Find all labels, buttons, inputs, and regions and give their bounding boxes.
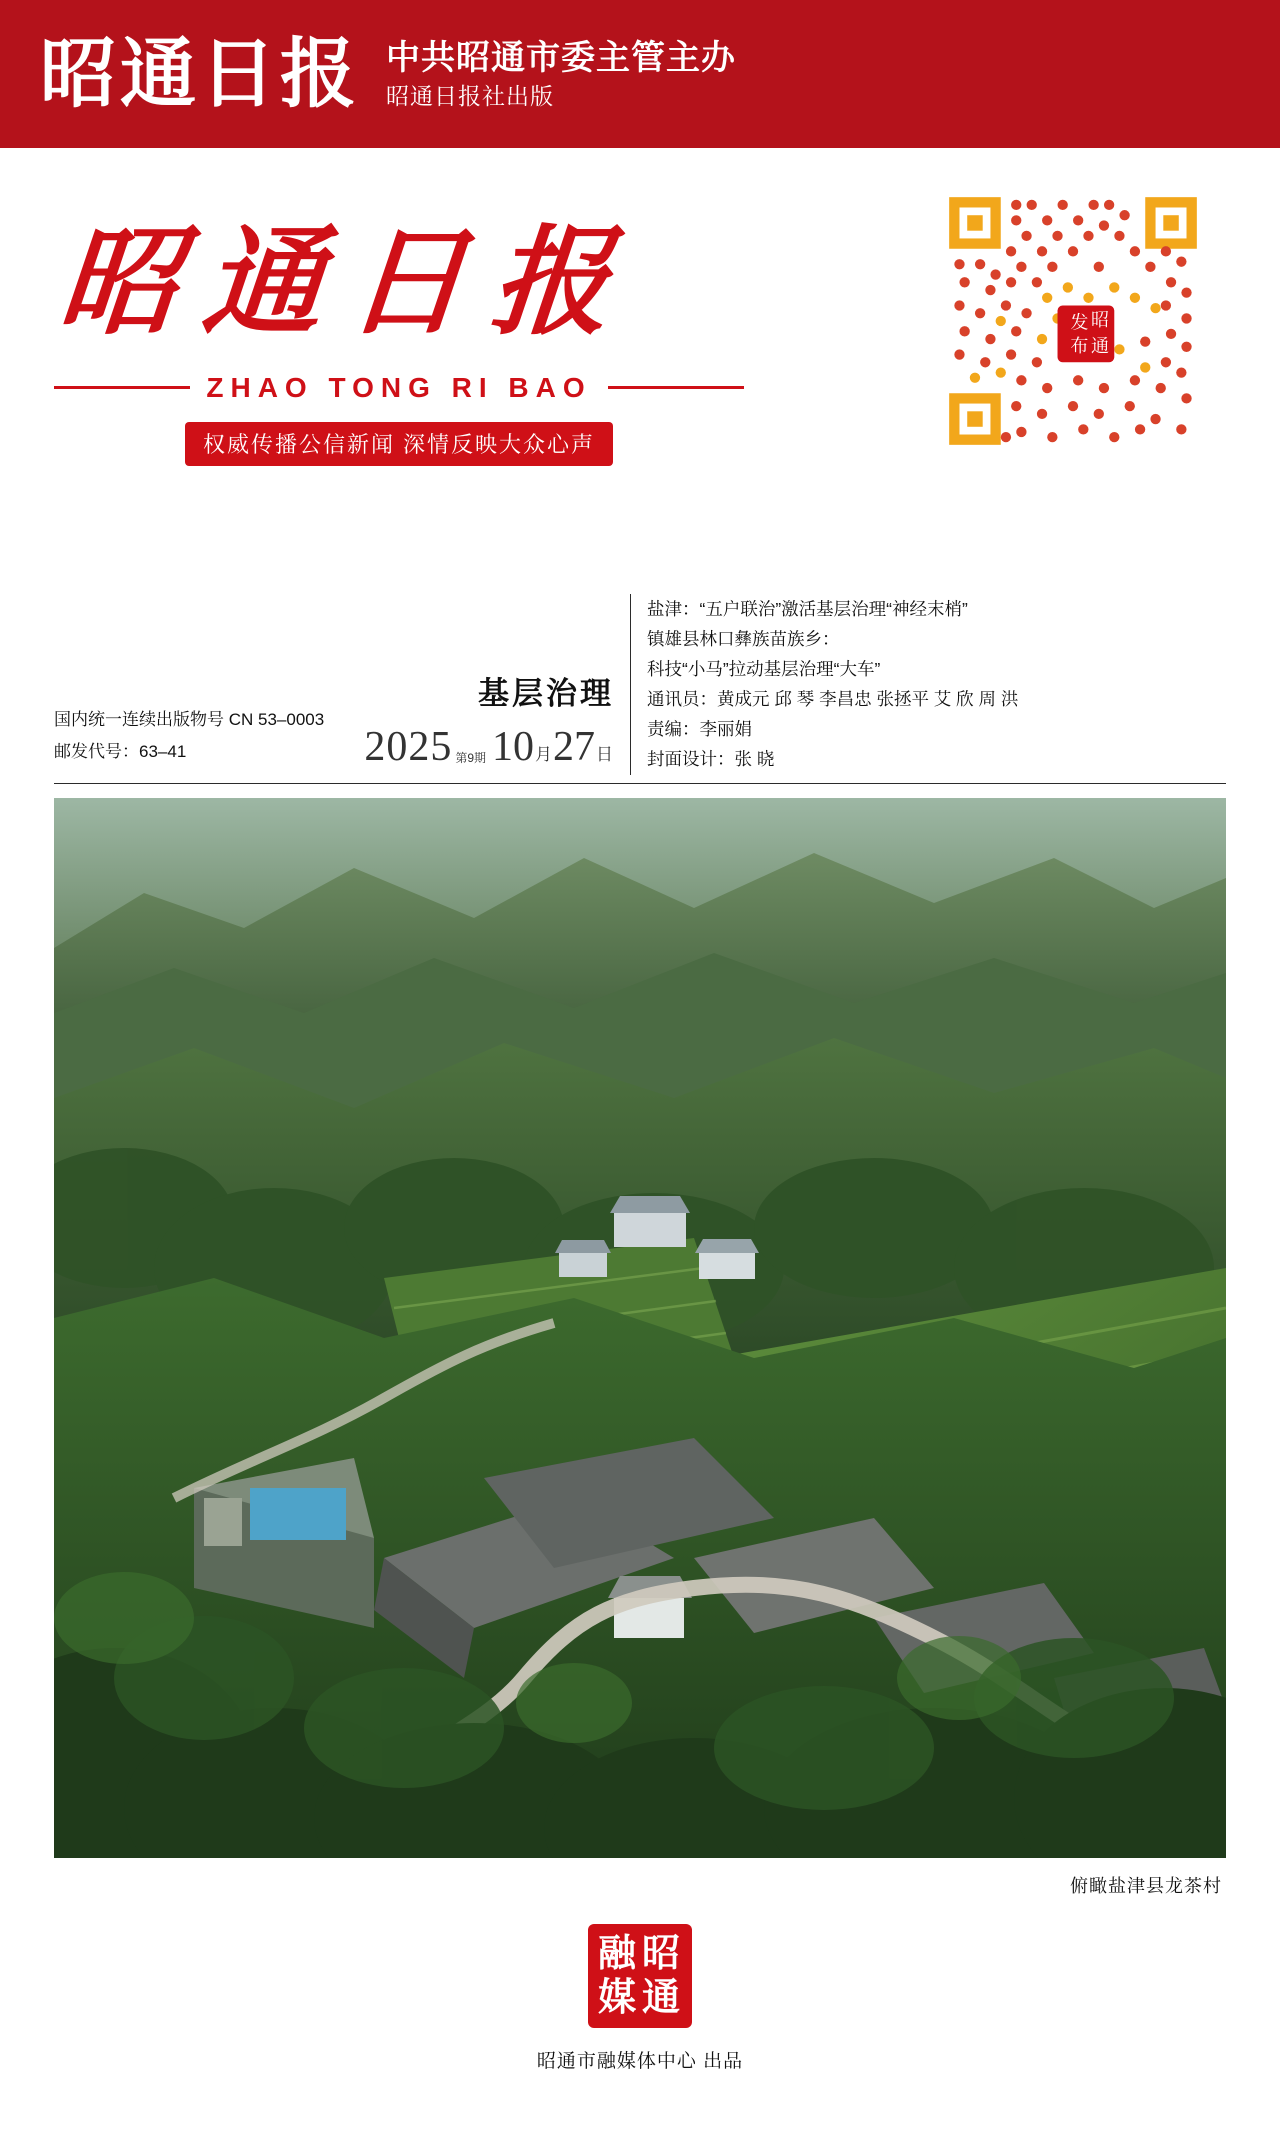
date-day-unit: 日 — [596, 744, 613, 764]
issue-date — [364, 723, 614, 771]
brand-block — [54, 178, 794, 588]
date-day: 27 — [553, 723, 595, 770]
brand-pinyin-row — [54, 372, 744, 404]
brand-slogan: 权威传播公信新闻 深情反映大众心声 — [185, 422, 613, 466]
cover-photo — [54, 798, 1226, 1858]
issn-line: 国内统一连续出版物号 CN 53–0003 — [54, 709, 325, 729]
publisher-line-2: 昭通日报社出版 — [386, 83, 554, 110]
cover-photo-block — [54, 798, 1226, 1898]
headline-list — [630, 594, 1226, 775]
seal-char-4: 通 — [641, 1974, 682, 2019]
issue-topic: 基层治理 — [478, 675, 614, 711]
headline-item[interactable]: 科技“小马”拉动基层治理“大车” — [647, 659, 881, 680]
top-masthead-bar — [0, 0, 1280, 148]
brand-title-pinyin: ZHAO TONG RI BAO — [206, 371, 592, 403]
newspaper-title-top: 昭通日报 — [40, 29, 360, 118]
svg-text:通: 通 — [1091, 335, 1110, 357]
credit-contributors: 通讯员：黄成元 邱 琴 李昌忠 张拯平 艾 欣 周 洪 — [647, 689, 1019, 710]
date-year: 2025 — [364, 723, 453, 770]
topic-and-date — [364, 668, 630, 775]
headline-item[interactable]: 盐津：“五户联治”激活基层治理“神经末梢” — [647, 599, 968, 619]
brand-slogan-wrap — [54, 422, 744, 466]
credit-cover-design: 封面设计：张 晓 — [647, 749, 775, 770]
photo-caption: 俯瞰盐津县龙茶村 — [1070, 1875, 1222, 1896]
seal-char-2: 昭 — [641, 1930, 682, 1975]
publisher-line-1: 中共昭通市委主管主办 — [386, 38, 736, 77]
footer — [0, 1924, 1280, 2073]
issue-number: 第9期 — [455, 750, 486, 765]
seal-char-1: 融 — [597, 1930, 638, 1975]
credit-editor: 责编：李丽娟 — [647, 719, 752, 740]
headline-item[interactable]: 镇雄县林口彝族苗族乡： — [647, 629, 840, 650]
svg-text:昭: 昭 — [1091, 310, 1110, 332]
pinyin-rule-right — [608, 386, 744, 389]
qr-code-icon — [944, 192, 1202, 450]
masthead — [0, 148, 1280, 588]
seal-char-3: 媒 — [597, 1974, 638, 2019]
aerial-village-illustration — [54, 798, 1226, 1858]
svg-text:布: 布 — [1070, 335, 1089, 357]
section-divider — [54, 783, 1226, 784]
issue-info-strip — [0, 594, 1280, 775]
publication-codes — [54, 704, 384, 775]
brand-title-cn: 昭通日报 — [54, 213, 643, 351]
svg-text:发: 发 — [1070, 312, 1089, 334]
date-month: 10 — [492, 723, 534, 770]
media-center-seal — [588, 1924, 692, 2028]
qr-code[interactable] — [944, 192, 1202, 450]
postal-code-line: 邮发代号：63–41 — [54, 742, 187, 762]
date-month-unit: 月 — [535, 744, 552, 764]
footer-producer-text: 昭通市融媒体中心 出品 — [536, 2050, 744, 2072]
pinyin-rule-left — [54, 386, 190, 389]
publisher-info — [386, 37, 736, 112]
